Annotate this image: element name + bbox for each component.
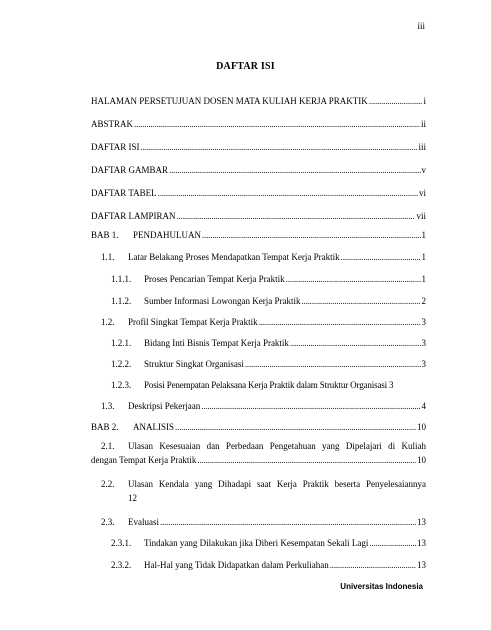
toc-entry[interactable]: 1.2.2. Struktur Singkat Organisasi ..... 3 [111,359,426,369]
toc-entry[interactable]: BAB 1. PENDAHULUAN ..... 1 [91,230,426,240]
toc-entry[interactable]: 1.2.1. Bidang Inti Bisnis Tempat Kerja Praktik ..... 3 [111,338,426,348]
toc-entry[interactable]: 2.3. Evaluasi ..... 13 [101,517,426,527]
toc-entry[interactable]: DAFTAR ISI ..... iii [91,142,426,152]
toc-entry[interactable]: BAB 2. ANALISIS ..... 10 [91,422,426,432]
toc-entry[interactable]: 1.2. Profil Singkat Tempat Kerja Praktik ..... 3 [101,317,426,327]
toc-entry[interactable]: 1.1. Latar Belakang Proses Mendapatkan Tempat Kerja Praktik ..... 1 [101,252,426,262]
page-number: iii [417,21,425,31]
toc-entry[interactable]: DAFTAR LAMPIRAN ..... vii [91,211,426,221]
page-title: DAFTAR ISI [216,61,275,72]
toc-entry[interactable]: 2.2. Ulasan Kendala yang Dihadapi saat Kerja Praktik beserta Penyelesaiannya 12 [101,479,426,503]
toc-entry[interactable]: DAFTAR TABEL ..... vi [91,188,426,198]
toc-entry[interactable]: HALAMAN PERSETUJUAN DOSEN MATA KULIAH KERJA PRAKTIK ..... i [91,96,426,106]
footer-university: Universitas Indonesia [340,582,423,591]
toc-entry[interactable]: 2.3.2. Hal-Hal yang Tidak Didapatkan dalam Perkuliahan ..... 13 [111,560,426,570]
toc-entry[interactable]: 1.2.3. Posisi Penempatan Pelaksana Kerja Praktik dalam Struktur Organisasi 3 [111,380,394,390]
toc-entry[interactable]: 1.3. Deskripsi Pekerjaan ..... 4 [101,401,426,411]
toc-entry[interactable]: 2.3.1. Tindakan yang Dilakukan jika Diberi Kesempatan Sekali Lagi ..... 13 [111,538,426,548]
toc-entry[interactable]: DAFTAR GAMBAR ..... v [91,165,426,175]
toc-entry[interactable]: 1.1.2. Sumber Informasi Lowongan Kerja Praktik ..... 2 [111,296,426,306]
toc-entry[interactable]: 2.1. Ulasan Kesesuaian dan Perbedaan Pengetahuan yang Dipelajari di Kuliah dengan Tempat Kerja Praktik ..... 10 [101,441,426,465]
toc-entry[interactable]: ABSTRAK ..... ii [91,119,426,129]
toc-entry[interactable]: 1.1.1. Proses Pencarian Tempat Kerja Praktik ..... 1 [111,274,426,284]
